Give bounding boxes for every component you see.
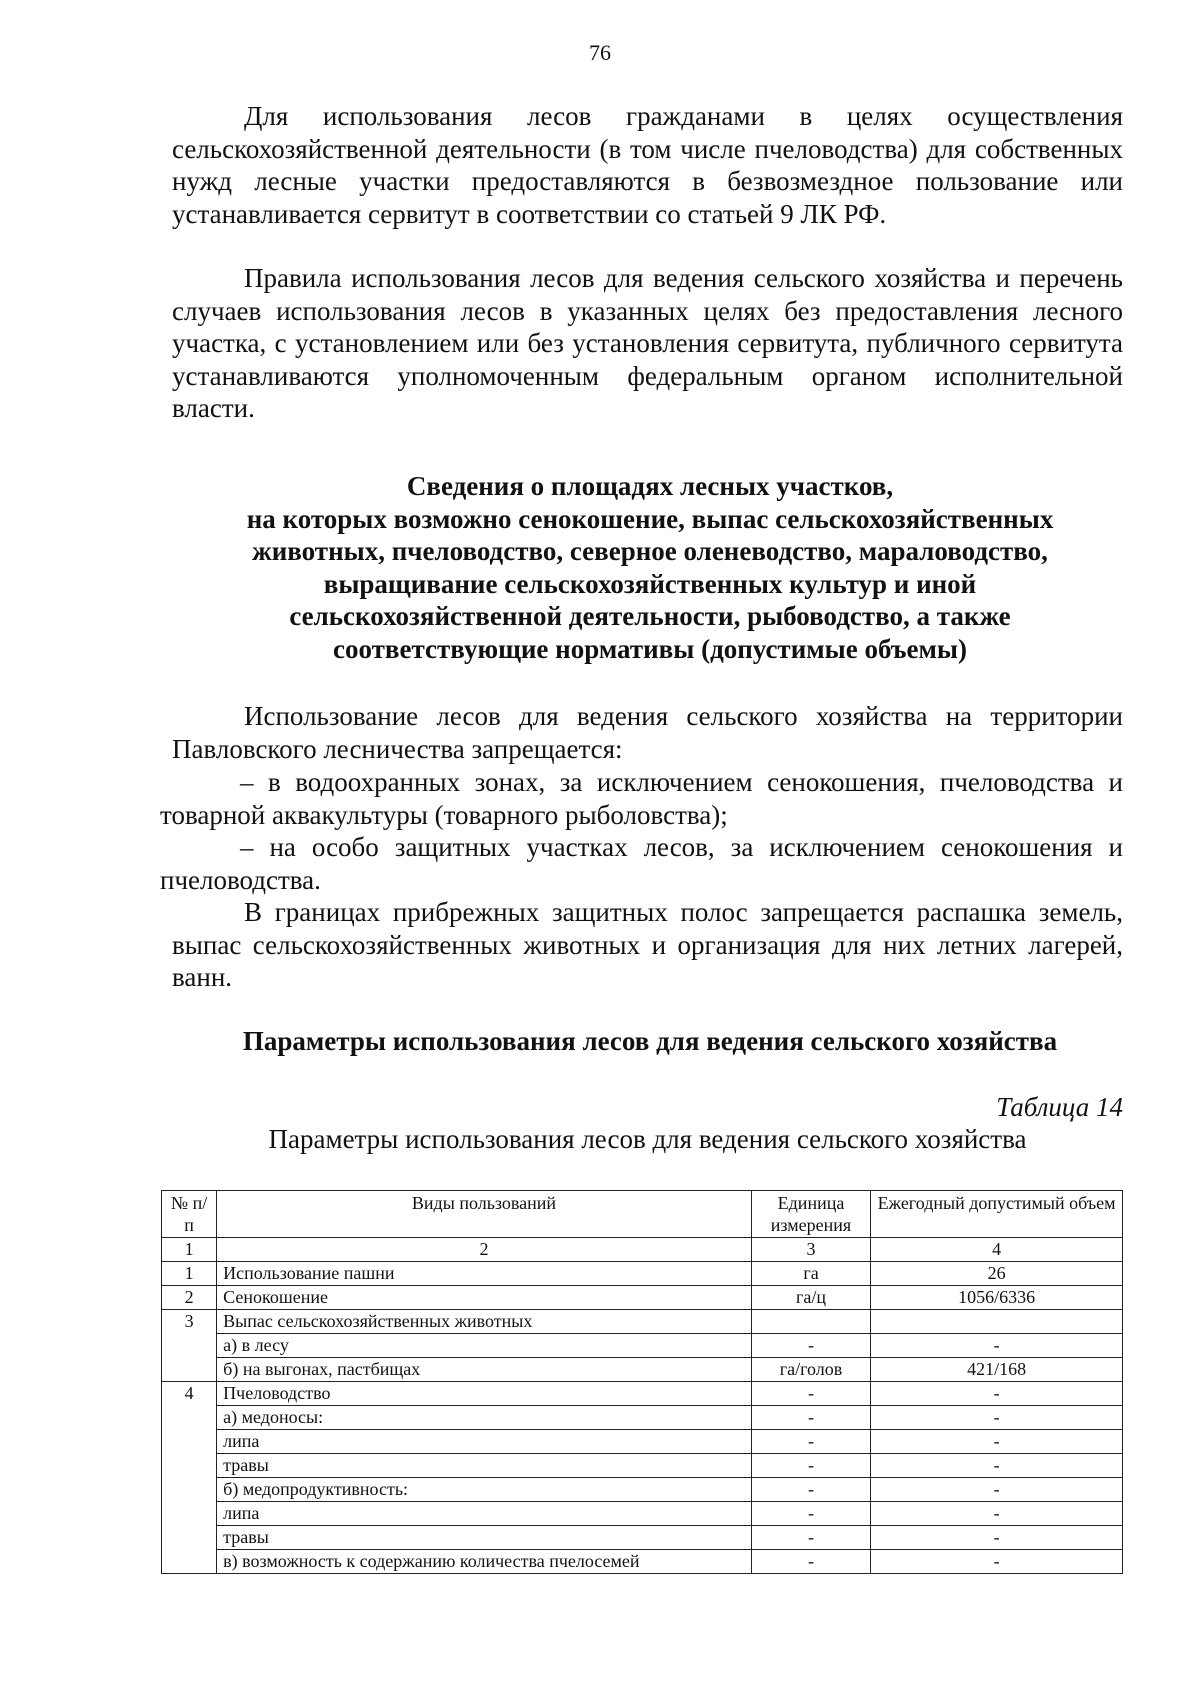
row-unit: - (751, 1406, 870, 1430)
row-unit: га/голов (751, 1358, 870, 1382)
row-volume: 421/168 (871, 1358, 1123, 1382)
row-unit: га/ц (751, 1286, 870, 1310)
row-volume: - (871, 1502, 1123, 1526)
row-unit: - (751, 1382, 870, 1406)
row-num: 2 (162, 1286, 217, 1310)
row-volume: - (871, 1334, 1123, 1358)
heading-1-line-6: соответствующие нормативы (допустимые объемы) (333, 633, 967, 664)
column-number: 4 (871, 1238, 1123, 1262)
row-unit: - (751, 1334, 870, 1358)
paragraph-6: В границах прибрежных защитных полос запрещается распашка земель, выпас сельскохозяйственных животных и организация для них летних лагерей, ванн. (172, 897, 1123, 992)
row-unit: - (751, 1502, 870, 1526)
row-volume: 26 (871, 1262, 1123, 1286)
row-volume: - (871, 1406, 1123, 1430)
row-kind: Сенокошение (217, 1286, 752, 1310)
heading-1-line-1: Сведения о площадях лесных участков, (406, 471, 894, 501)
heading-1-line-3: животных, пчеловодство, северное оленеводство, мараловодство, (252, 536, 1048, 566)
table-row (162, 1334, 1123, 1358)
heading-1-line-4: выращивание сельскохозяйственных культур и иной (323, 568, 977, 599)
row-kind: б) на выгонах, пастбищах (217, 1358, 752, 1382)
table-row (162, 1262, 1123, 1286)
table-label: Таблица 14 (996, 1092, 1123, 1122)
header-kind: Виды пользований (217, 1191, 752, 1238)
table-caption: Параметры использования лесов для ведения сельского хозяйства (268, 1124, 1027, 1154)
row-volume: 1056/6336 (871, 1286, 1123, 1310)
heading-1-line-2: на которых возможно сенокошение, выпас сельскохозяйственных (246, 503, 1054, 534)
paragraph-2: Правила использования лесов для ведения сельского хозяйства и перечень случаев использования лесов в указанных целях без предоставления лесного участка, с установлением или без установления сервитута, публичного сервитута устанавливаются уполномоченным федеральным органом исполнительной власти. (172, 263, 1123, 423)
row-volume: - (871, 1430, 1123, 1454)
paragraph-1: Для использования лесов гражданами в целях осуществления сельскохозяйственной деятельности (в том числе пчеловодства) для собственных нужд лесные участки предоставляются в безвозмездное пользование или устанавливается сервитут в соответствии со статьей 9 ЛК РФ. (172, 101, 1123, 229)
table-row (162, 1454, 1123, 1478)
row-kind: Пчеловодство (217, 1382, 752, 1406)
row-unit: га (751, 1262, 870, 1286)
table-header-row (162, 1191, 1123, 1238)
row-kind: Использование пашни (217, 1262, 752, 1286)
paragraph-4: – в водоохранных зонах, за исключением сенокошения, пчеловодства и товарной аквакультуры (товарного рыболовства); (160, 767, 1123, 830)
row-unit: - (751, 1454, 870, 1478)
row-volume: - (871, 1454, 1123, 1478)
row-kind: липа (217, 1502, 752, 1526)
table-row (162, 1526, 1123, 1550)
row-volume: - (871, 1382, 1123, 1406)
row-kind: липа (217, 1430, 752, 1454)
row-volume (871, 1310, 1123, 1334)
row-unit: - (751, 1526, 870, 1550)
parameters-table (161, 1190, 1123, 1574)
table-row (162, 1550, 1123, 1574)
row-unit: - (751, 1550, 870, 1574)
row-num: 3 (162, 1310, 217, 1382)
row-kind: а) в лесу (217, 1334, 752, 1358)
paragraph-5: – на особо защитных участках лесов, за исключением сенокошения и пчеловодства. (160, 832, 1123, 895)
column-number: 3 (751, 1238, 870, 1262)
row-volume: - (871, 1478, 1123, 1502)
row-num: 4 (162, 1382, 217, 1574)
row-unit (751, 1310, 870, 1334)
table-row (162, 1406, 1123, 1430)
row-volume: - (871, 1526, 1123, 1550)
heading-1-line-5: сельскохозяйственной деятельности, рыбоводство, а также (289, 601, 1011, 631)
row-kind: Выпас сельскохозяйственных животных (217, 1310, 752, 1334)
table-row (162, 1310, 1123, 1334)
table-row (162, 1478, 1123, 1502)
header-volume: Ежегодный допустимый объем (871, 1191, 1123, 1238)
page-number: 76 (589, 40, 611, 65)
row-kind: а) медоносы: (217, 1406, 752, 1430)
row-num: 1 (162, 1262, 217, 1286)
table-row (162, 1358, 1123, 1382)
row-kind: травы (217, 1526, 752, 1550)
section-heading-1 (160, 470, 1140, 665)
column-number: 2 (217, 1238, 752, 1262)
column-number-row (162, 1238, 1123, 1262)
row-kind: б) медопродуктивность: (217, 1478, 752, 1502)
row-kind: в) возможность к содержанию количества пчелосемей (217, 1550, 752, 1574)
table-row (162, 1430, 1123, 1454)
row-volume: - (871, 1550, 1123, 1574)
row-kind: травы (217, 1454, 752, 1478)
table-row (162, 1382, 1123, 1406)
table-row (162, 1286, 1123, 1310)
header-unit: Единица измерения (751, 1191, 870, 1238)
row-unit: - (751, 1478, 870, 1502)
paragraph-3: Использование лесов для ведения сельского хозяйства на территории Павловского лесничества запрещается: (172, 701, 1123, 764)
row-unit: - (751, 1430, 870, 1454)
table-row (162, 1502, 1123, 1526)
column-number: 1 (162, 1238, 217, 1262)
section-heading-2: Параметры использования лесов для ведения сельского хозяйства (242, 1026, 1058, 1056)
header-num: № п/п (162, 1191, 217, 1238)
